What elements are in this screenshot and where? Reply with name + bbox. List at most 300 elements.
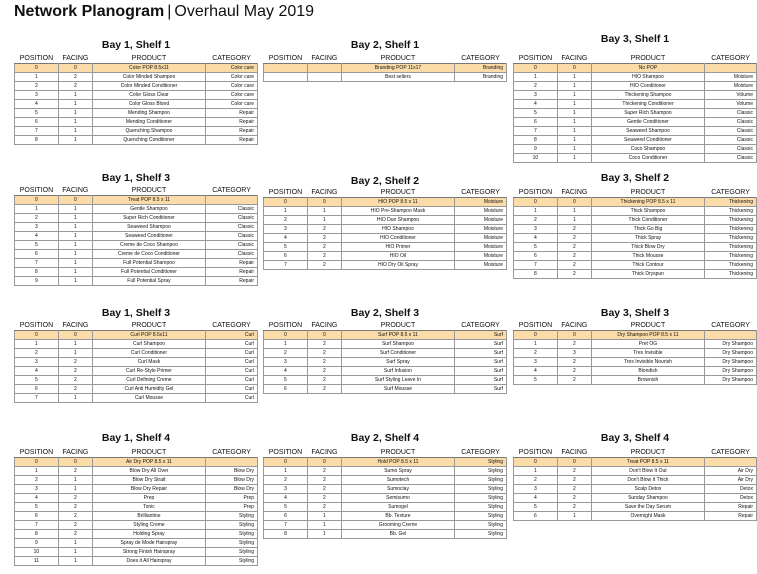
product-cell: Full Potential Conditioner — [92, 268, 205, 277]
position-cell: 5 — [514, 243, 558, 252]
facing-cell: 0 — [58, 64, 92, 73]
category-cell: Surf — [455, 358, 507, 367]
table-row — [264, 340, 507, 349]
product-cell: Color Gloss Blond — [92, 100, 205, 109]
block-title: Bay 2, Shelf 3 — [350, 307, 420, 319]
table-row — [15, 223, 258, 232]
position-cell: 6 — [15, 250, 59, 259]
header-product: PRODUCT — [131, 55, 167, 62]
category-cell: Detox — [705, 494, 757, 503]
product-cell: Spray de Mode Hairspray — [92, 539, 205, 548]
header-position: POSITION — [19, 187, 54, 194]
position-cell: 0 — [264, 458, 308, 467]
header-position: POSITION — [268, 449, 303, 456]
position-cell: 0 — [15, 64, 59, 73]
position-cell: 7 — [264, 261, 308, 270]
table-header-row — [514, 55, 757, 64]
header-facing: FACING — [311, 322, 338, 329]
block-title: Bay 3, Shelf 1 — [600, 33, 670, 45]
facing-cell: 2 — [58, 376, 92, 385]
header-facing: FACING — [62, 55, 89, 62]
position-cell: 6 — [514, 118, 558, 127]
table-row — [514, 207, 757, 216]
facing-cell: 2 — [307, 252, 341, 261]
facing-cell: 2 — [58, 82, 92, 91]
category-cell: Classic — [705, 118, 757, 127]
product-cell: Surf Infusion — [341, 367, 454, 376]
block-title: Bay 1, Shelf 3 — [101, 307, 171, 319]
table-row — [15, 358, 258, 367]
position-cell: 1 — [15, 73, 59, 82]
facing-cell: 1 — [58, 394, 92, 403]
facing-cell: 1 — [307, 530, 341, 539]
table-header-row — [15, 55, 258, 64]
category-cell: Curl — [206, 394, 258, 403]
header-product: PRODUCT — [131, 322, 167, 329]
facing-cell: 2 — [307, 358, 341, 367]
table-row — [264, 521, 507, 530]
planogram-table — [263, 322, 507, 394]
table-row — [514, 340, 757, 349]
header-category: CATEGORY — [212, 449, 251, 456]
facing-cell: 0 — [58, 458, 92, 467]
position-cell: 4 — [15, 232, 59, 241]
position-cell: 6 — [514, 512, 558, 521]
product-cell: HIO Shampoo — [341, 225, 454, 234]
product-cell: HIO Oil — [341, 252, 454, 261]
header-facing: FACING — [311, 189, 338, 196]
product-cell: Curl Mask — [92, 358, 205, 367]
header-category: CATEGORY — [461, 449, 500, 456]
position-cell: 3 — [264, 358, 308, 367]
header-category: CATEGORY — [461, 189, 500, 196]
header-category: CATEGORY — [711, 322, 750, 329]
header-position: POSITION — [19, 55, 54, 62]
planogram-table — [263, 449, 507, 539]
table-row — [514, 349, 757, 358]
product-cell: Curl Mousse — [92, 394, 205, 403]
position-cell: 2 — [15, 476, 59, 485]
category-cell: Volume — [705, 91, 757, 100]
category-cell: Classic — [705, 127, 757, 136]
product-cell: Surf Conditioner — [341, 349, 454, 358]
title-separator: | — [167, 3, 172, 20]
position-cell: 1 — [15, 340, 59, 349]
position-cell: 10 — [514, 154, 558, 163]
category-cell: Air Dry — [705, 476, 757, 485]
category-cell: Blow Dry — [206, 485, 258, 494]
product-cell: Super Rich Conditioner — [92, 214, 205, 223]
facing-cell: 2 — [557, 467, 591, 476]
facing-cell: 0 — [557, 198, 591, 207]
table-row — [264, 234, 507, 243]
facing-cell: 1 — [58, 100, 92, 109]
product-cell: Bb. Gel — [341, 530, 454, 539]
table-row — [15, 349, 258, 358]
facing-cell: 2 — [307, 494, 341, 503]
table-row — [264, 376, 507, 385]
category-cell: Thickening — [705, 252, 757, 261]
facing-cell: 2 — [58, 512, 92, 521]
table-row — [15, 73, 258, 82]
product-cell: Blow Dry Repair — [92, 485, 205, 494]
category-cell: Styling — [206, 539, 258, 548]
category-cell: Blow Dry — [206, 476, 258, 485]
position-cell: 4 — [15, 494, 59, 503]
table-header-row — [15, 322, 258, 331]
position-cell: 3 — [264, 485, 308, 494]
facing-cell: 1 — [58, 205, 92, 214]
category-cell: Styling — [455, 512, 507, 521]
header-position: POSITION — [518, 55, 553, 62]
table-row — [264, 367, 507, 376]
category-cell: Blow Dry — [206, 467, 258, 476]
product-cell: Seaweed Shampoo — [92, 223, 205, 232]
position-cell: 2 — [15, 349, 59, 358]
table-header-row — [514, 189, 757, 198]
category-cell: Color care — [206, 91, 258, 100]
category-cell: Branding — [455, 64, 507, 73]
category-cell: Thickening — [705, 261, 757, 270]
position-cell: 5 — [264, 376, 308, 385]
product-cell: Mending Shampoo — [92, 109, 205, 118]
facing-cell: 0 — [307, 198, 341, 207]
category-cell: Classic — [206, 232, 258, 241]
table-row — [15, 136, 258, 145]
product-cell: Seaweed Shampoo — [591, 127, 704, 136]
category-cell: Styling — [455, 458, 507, 467]
table-row — [15, 91, 258, 100]
product-cell: Strong Finish Hairspray — [92, 548, 205, 557]
position-cell: 1 — [264, 207, 308, 216]
header-category: CATEGORY — [461, 322, 500, 329]
position-cell: 2 — [15, 82, 59, 91]
table-row — [514, 127, 757, 136]
position-cell: 0 — [264, 331, 308, 340]
header-facing: FACING — [561, 322, 588, 329]
category-cell — [705, 64, 757, 73]
facing-cell: 2 — [557, 494, 591, 503]
table-row — [514, 503, 757, 512]
product-cell: Gentle Conditioner — [591, 118, 704, 127]
table-row — [264, 261, 507, 270]
facing-cell: 1 — [58, 268, 92, 277]
header-category: CATEGORY — [711, 55, 750, 62]
product-cell: Best sellers — [341, 73, 454, 82]
product-cell: Curl Anti Humidity Gel — [92, 385, 205, 394]
facing-cell: 2 — [307, 367, 341, 376]
table-row — [514, 261, 757, 270]
table-header-row — [514, 322, 757, 331]
facing-cell — [307, 73, 341, 82]
table-row — [514, 252, 757, 261]
category-cell: Moisture — [455, 198, 507, 207]
product-cell: Curl Defining Creme — [92, 376, 205, 385]
header-facing: FACING — [62, 322, 89, 329]
table-row — [15, 214, 258, 223]
facing-cell: 1 — [307, 521, 341, 530]
position-cell — [264, 64, 308, 73]
product-cell: Prep — [92, 494, 205, 503]
table-row — [514, 136, 757, 145]
position-cell: 4 — [514, 367, 558, 376]
product-cell: Surf Mousse — [341, 385, 454, 394]
table-row — [264, 349, 507, 358]
category-cell: Air Dry — [705, 467, 757, 476]
table-row — [514, 216, 757, 225]
facing-cell: 1 — [557, 109, 591, 118]
facing-cell: 1 — [58, 548, 92, 557]
facing-cell: 1 — [557, 91, 591, 100]
product-cell: HIO Shampoo — [591, 73, 704, 82]
facing-cell: 1 — [58, 214, 92, 223]
category-cell: Color care — [206, 82, 258, 91]
facing-cell: 1 — [307, 207, 341, 216]
block-title: Bay 2, Shelf 2 — [350, 175, 420, 187]
table-header-row — [264, 322, 507, 331]
position-cell: 4 — [514, 100, 558, 109]
facing-cell: 2 — [307, 243, 341, 252]
facing-cell: 3 — [557, 349, 591, 358]
table-row — [15, 64, 258, 73]
position-cell: 7 — [15, 394, 59, 403]
planogram-table — [14, 449, 258, 566]
position-cell: 7 — [15, 521, 59, 530]
product-cell: Color Minded Conditioner — [92, 82, 205, 91]
position-cell: 2 — [514, 476, 558, 485]
position-cell: 1 — [514, 73, 558, 82]
position-cell: 9 — [15, 277, 59, 286]
table-row — [514, 154, 757, 163]
table-row — [15, 250, 258, 259]
header-product: PRODUCT — [380, 449, 416, 456]
table-row — [264, 494, 507, 503]
product-cell: Thickening POP 8.5 x 11 — [591, 198, 704, 207]
table-row — [514, 73, 757, 82]
product-cell: Tonic — [92, 503, 205, 512]
facing-cell: 2 — [58, 530, 92, 539]
category-cell: Color care — [206, 73, 258, 82]
facing-cell: 2 — [307, 485, 341, 494]
facing-cell: 2 — [557, 485, 591, 494]
position-cell: 3 — [15, 358, 59, 367]
planogram-table — [14, 322, 258, 403]
position-cell: 5 — [514, 109, 558, 118]
table-header-row — [264, 449, 507, 458]
category-cell: Classic — [206, 223, 258, 232]
category-cell: Surf — [455, 385, 507, 394]
table-row — [15, 205, 258, 214]
position-cell: 5 — [15, 109, 59, 118]
category-cell: Styling — [455, 494, 507, 503]
position-cell: 6 — [264, 385, 308, 394]
category-cell: Curl — [206, 367, 258, 376]
position-cell: 5 — [264, 503, 308, 512]
category-cell: Styling — [455, 467, 507, 476]
table-row — [514, 512, 757, 521]
table-row — [264, 530, 507, 539]
facing-cell: 2 — [307, 467, 341, 476]
table-row — [514, 118, 757, 127]
position-cell: 9 — [514, 145, 558, 154]
table-row — [514, 485, 757, 494]
table-row — [15, 268, 258, 277]
facing-cell: 1 — [58, 232, 92, 241]
facing-cell: 2 — [557, 376, 591, 385]
position-cell: 0 — [514, 64, 558, 73]
category-cell: Repair — [206, 277, 258, 286]
position-cell: 1 — [264, 340, 308, 349]
facing-cell: 1 — [58, 223, 92, 232]
table-row — [15, 331, 258, 340]
product-cell: Surf Styling Leave In — [341, 376, 454, 385]
table-row — [264, 358, 507, 367]
header-position: POSITION — [518, 322, 553, 329]
product-cell: Air Dry POP 8.5 x 11 — [92, 458, 205, 467]
product-cell: Creme de Coco Conditioner — [92, 250, 205, 259]
position-cell: 8 — [15, 136, 59, 145]
table-row — [514, 376, 757, 385]
facing-cell: 1 — [58, 109, 92, 118]
category-cell — [206, 458, 258, 467]
table-row — [514, 358, 757, 367]
facing-cell: 1 — [307, 512, 341, 521]
table-row — [514, 476, 757, 485]
category-cell: Dry Shampoo — [705, 358, 757, 367]
title-main: Network Planogram — [14, 3, 165, 20]
category-cell: Thickening — [705, 216, 757, 225]
product-cell: Quenching Conditioner — [92, 136, 205, 145]
facing-cell: 1 — [557, 136, 591, 145]
position-cell: 1 — [514, 467, 558, 476]
position-cell: 5 — [514, 376, 558, 385]
category-cell: Thickening — [705, 243, 757, 252]
category-cell: Surf — [455, 331, 507, 340]
product-cell: Thick Dryspun — [591, 270, 704, 279]
planogram-table — [14, 55, 258, 145]
facing-cell: 0 — [557, 331, 591, 340]
product-cell: Gentle Shampoo — [92, 205, 205, 214]
facing-cell: 2 — [557, 234, 591, 243]
position-cell: 10 — [15, 548, 59, 557]
table-row — [15, 232, 258, 241]
header-position: POSITION — [19, 322, 54, 329]
category-cell: Dry Shampoo — [705, 340, 757, 349]
product-cell: Surf Spray — [341, 358, 454, 367]
header-product: PRODUCT — [630, 55, 666, 62]
category-cell — [705, 331, 757, 340]
category-cell: Surf — [455, 376, 507, 385]
header-facing: FACING — [561, 449, 588, 456]
table-row — [15, 503, 258, 512]
table-row — [15, 476, 258, 485]
position-cell: 3 — [514, 358, 558, 367]
table-row — [514, 91, 757, 100]
block-title: Bay 1, Shelf 3 — [101, 172, 171, 184]
facing-cell: 1 — [58, 136, 92, 145]
product-cell: Thick Shampoo — [591, 207, 704, 216]
table-row — [15, 458, 258, 467]
table-row — [15, 494, 258, 503]
header-facing: FACING — [561, 55, 588, 62]
table-row — [15, 367, 258, 376]
header-position: POSITION — [518, 449, 553, 456]
category-cell: Repair — [705, 503, 757, 512]
block-title: Bay 1, Shelf 1 — [101, 39, 171, 51]
product-cell: Don't Blow It Out — [591, 467, 704, 476]
product-cell: Sumogel — [341, 503, 454, 512]
category-cell: Moisture — [455, 216, 507, 225]
product-cell: Thick Spray — [591, 234, 704, 243]
position-cell: 2 — [264, 476, 308, 485]
table-row — [264, 225, 507, 234]
product-cell: HIO Duo Shampoo — [341, 216, 454, 225]
position-cell: 3 — [514, 225, 558, 234]
table-row — [264, 331, 507, 340]
facing-cell: 2 — [307, 376, 341, 385]
table-header-row — [264, 55, 507, 64]
category-cell: Thickening — [705, 198, 757, 207]
product-cell: Surf POP 8.5 x 11 — [341, 331, 454, 340]
table-row — [264, 503, 507, 512]
position-cell: 7 — [15, 259, 59, 268]
position-cell: 4 — [514, 234, 558, 243]
position-cell: 2 — [514, 82, 558, 91]
position-cell: 3 — [264, 225, 308, 234]
product-cell: Blow Dry Strait — [92, 476, 205, 485]
product-cell: Brownish — [591, 376, 704, 385]
product-cell: HIO Conditioner — [341, 234, 454, 243]
position-cell: 7 — [264, 521, 308, 530]
table-row — [15, 385, 258, 394]
product-cell: HIO Dry Oil Spray — [341, 261, 454, 270]
header-product: PRODUCT — [131, 449, 167, 456]
facing-cell: 0 — [307, 458, 341, 467]
facing-cell: 2 — [58, 367, 92, 376]
category-cell: Color care — [206, 100, 258, 109]
facing-cell: 2 — [307, 225, 341, 234]
header-category: CATEGORY — [212, 322, 251, 329]
facing-cell: 1 — [557, 216, 591, 225]
category-cell: Styling — [206, 557, 258, 566]
product-cell: Holding Spray — [92, 530, 205, 539]
position-cell: 0 — [15, 331, 59, 340]
table-row — [514, 145, 757, 154]
block-title: Bay 1, Shelf 4 — [101, 432, 171, 444]
facing-cell: 2 — [557, 358, 591, 367]
position-cell: 0 — [15, 458, 59, 467]
position-cell: 5 — [15, 503, 59, 512]
table-row — [15, 467, 258, 476]
planogram-table — [513, 55, 757, 163]
category-cell: Repair — [206, 109, 258, 118]
category-cell: Moisture — [455, 243, 507, 252]
position-cell: 8 — [264, 530, 308, 539]
table-row — [264, 216, 507, 225]
table-row — [15, 127, 258, 136]
table-row — [264, 458, 507, 467]
position-cell: 5 — [514, 503, 558, 512]
facing-cell: 2 — [557, 503, 591, 512]
category-cell: Branding — [455, 73, 507, 82]
table-row — [264, 73, 507, 82]
table-row — [264, 64, 507, 73]
category-cell: Prep — [206, 503, 258, 512]
facing-cell: 0 — [557, 64, 591, 73]
planogram-table — [14, 187, 258, 286]
header-product: PRODUCT — [630, 322, 666, 329]
category-cell: Dry Shampoo — [705, 376, 757, 385]
